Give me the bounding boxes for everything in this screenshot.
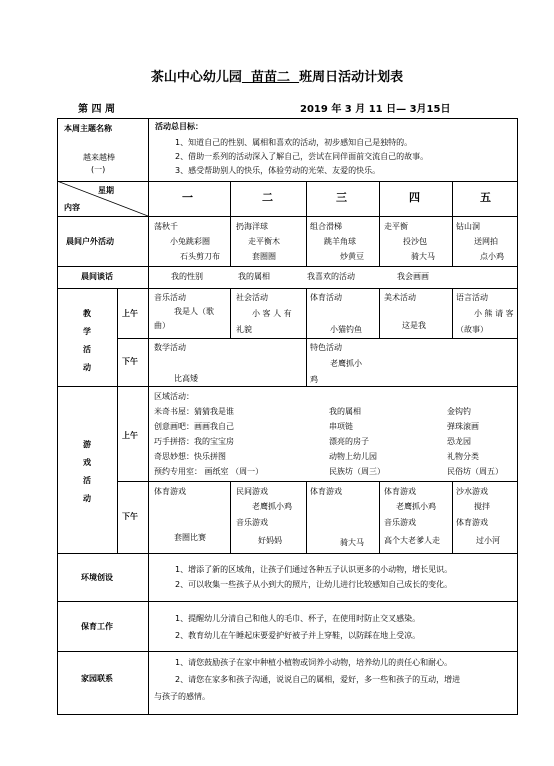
page-title	[0, 66, 554, 85]
teaching-am-label: 上午	[122, 309, 138, 318]
games-pm-label: 下午	[122, 512, 138, 521]
day-header: 三	[336, 191, 347, 204]
care-label: 保育工作	[81, 622, 113, 631]
care-line: 1、提醒幼儿分清自己和他人的毛巾、杯子，在使用时防止交叉感染。	[175, 614, 421, 623]
talk-item: 我的性别	[171, 272, 203, 281]
talk-label: 晨间谈话	[81, 272, 113, 281]
talk-item: 我的属相	[238, 272, 270, 281]
corner-weekday: 星期	[98, 186, 114, 195]
theme-name-2: (一)	[91, 165, 106, 174]
area-label: 区域活动：	[154, 392, 194, 401]
title-school: 茶山中心幼儿园	[150, 70, 242, 85]
home-line: 1、请您鼓励孩子在家中种植小植物或饲养小动物，培养幼儿的责任心和耐心。	[175, 658, 453, 667]
goals-label: 活动总目标：	[155, 122, 203, 131]
theme-name-1: 越来越棒	[83, 153, 115, 162]
teaching-pm-label: 下午	[122, 357, 138, 366]
env-label: 环境创设	[81, 573, 113, 582]
date-range: 2019 年 3 月 11 日— 3月15日	[300, 104, 451, 115]
theme-label: 本周主题名称	[64, 124, 112, 133]
home-line: 与孩子的感情。	[154, 692, 210, 701]
talk-item: 我喜欢的活动	[307, 272, 355, 281]
title-class: 苗苗二	[250, 70, 290, 85]
goal-item: 3、感受帮助别人的快乐，体验劳动的光荣、友爱的快乐。	[175, 166, 381, 175]
day-header: 五	[480, 191, 491, 204]
goal-item: 2、借助一系列的活动深入了解自己，尝试在同伴面前交流自己的故事。	[175, 152, 429, 161]
title-plan: 班周日活动计划表	[299, 70, 404, 85]
corner-content: 内容	[64, 203, 80, 212]
day-header: 四	[409, 191, 420, 204]
goal-item: 1、知道自己的性别、属相和喜欢的活动，初步感知自己是独特的。	[175, 138, 413, 147]
day-header: 二	[262, 191, 273, 204]
env-line: 2、可以收集一些孩子从小到大的照片，让幼儿进行比较感知自己成长的变化。	[175, 580, 453, 589]
home-label: 家园联系	[81, 674, 113, 683]
games-am-label: 上午	[122, 431, 138, 440]
week-label: 第 四 周	[78, 104, 115, 115]
talk-item: 我会画画	[397, 272, 429, 281]
home-line: 2、请您在家多和孩子沟通，说说自己的属相，爱好，多一些和孩子的互动，增进	[175, 675, 461, 684]
outdoor-label: 晨间户外活动	[66, 237, 114, 246]
day-header: 一	[182, 191, 193, 204]
care-line: 2、教育幼儿在午睡起床要爱护好被子并上穿鞋，以防踩在地上受凉。	[175, 631, 421, 640]
env-line: 1、增添了新的区域角，让孩子们通过各种五子认识更多的小动物，增长见识。	[175, 565, 453, 574]
